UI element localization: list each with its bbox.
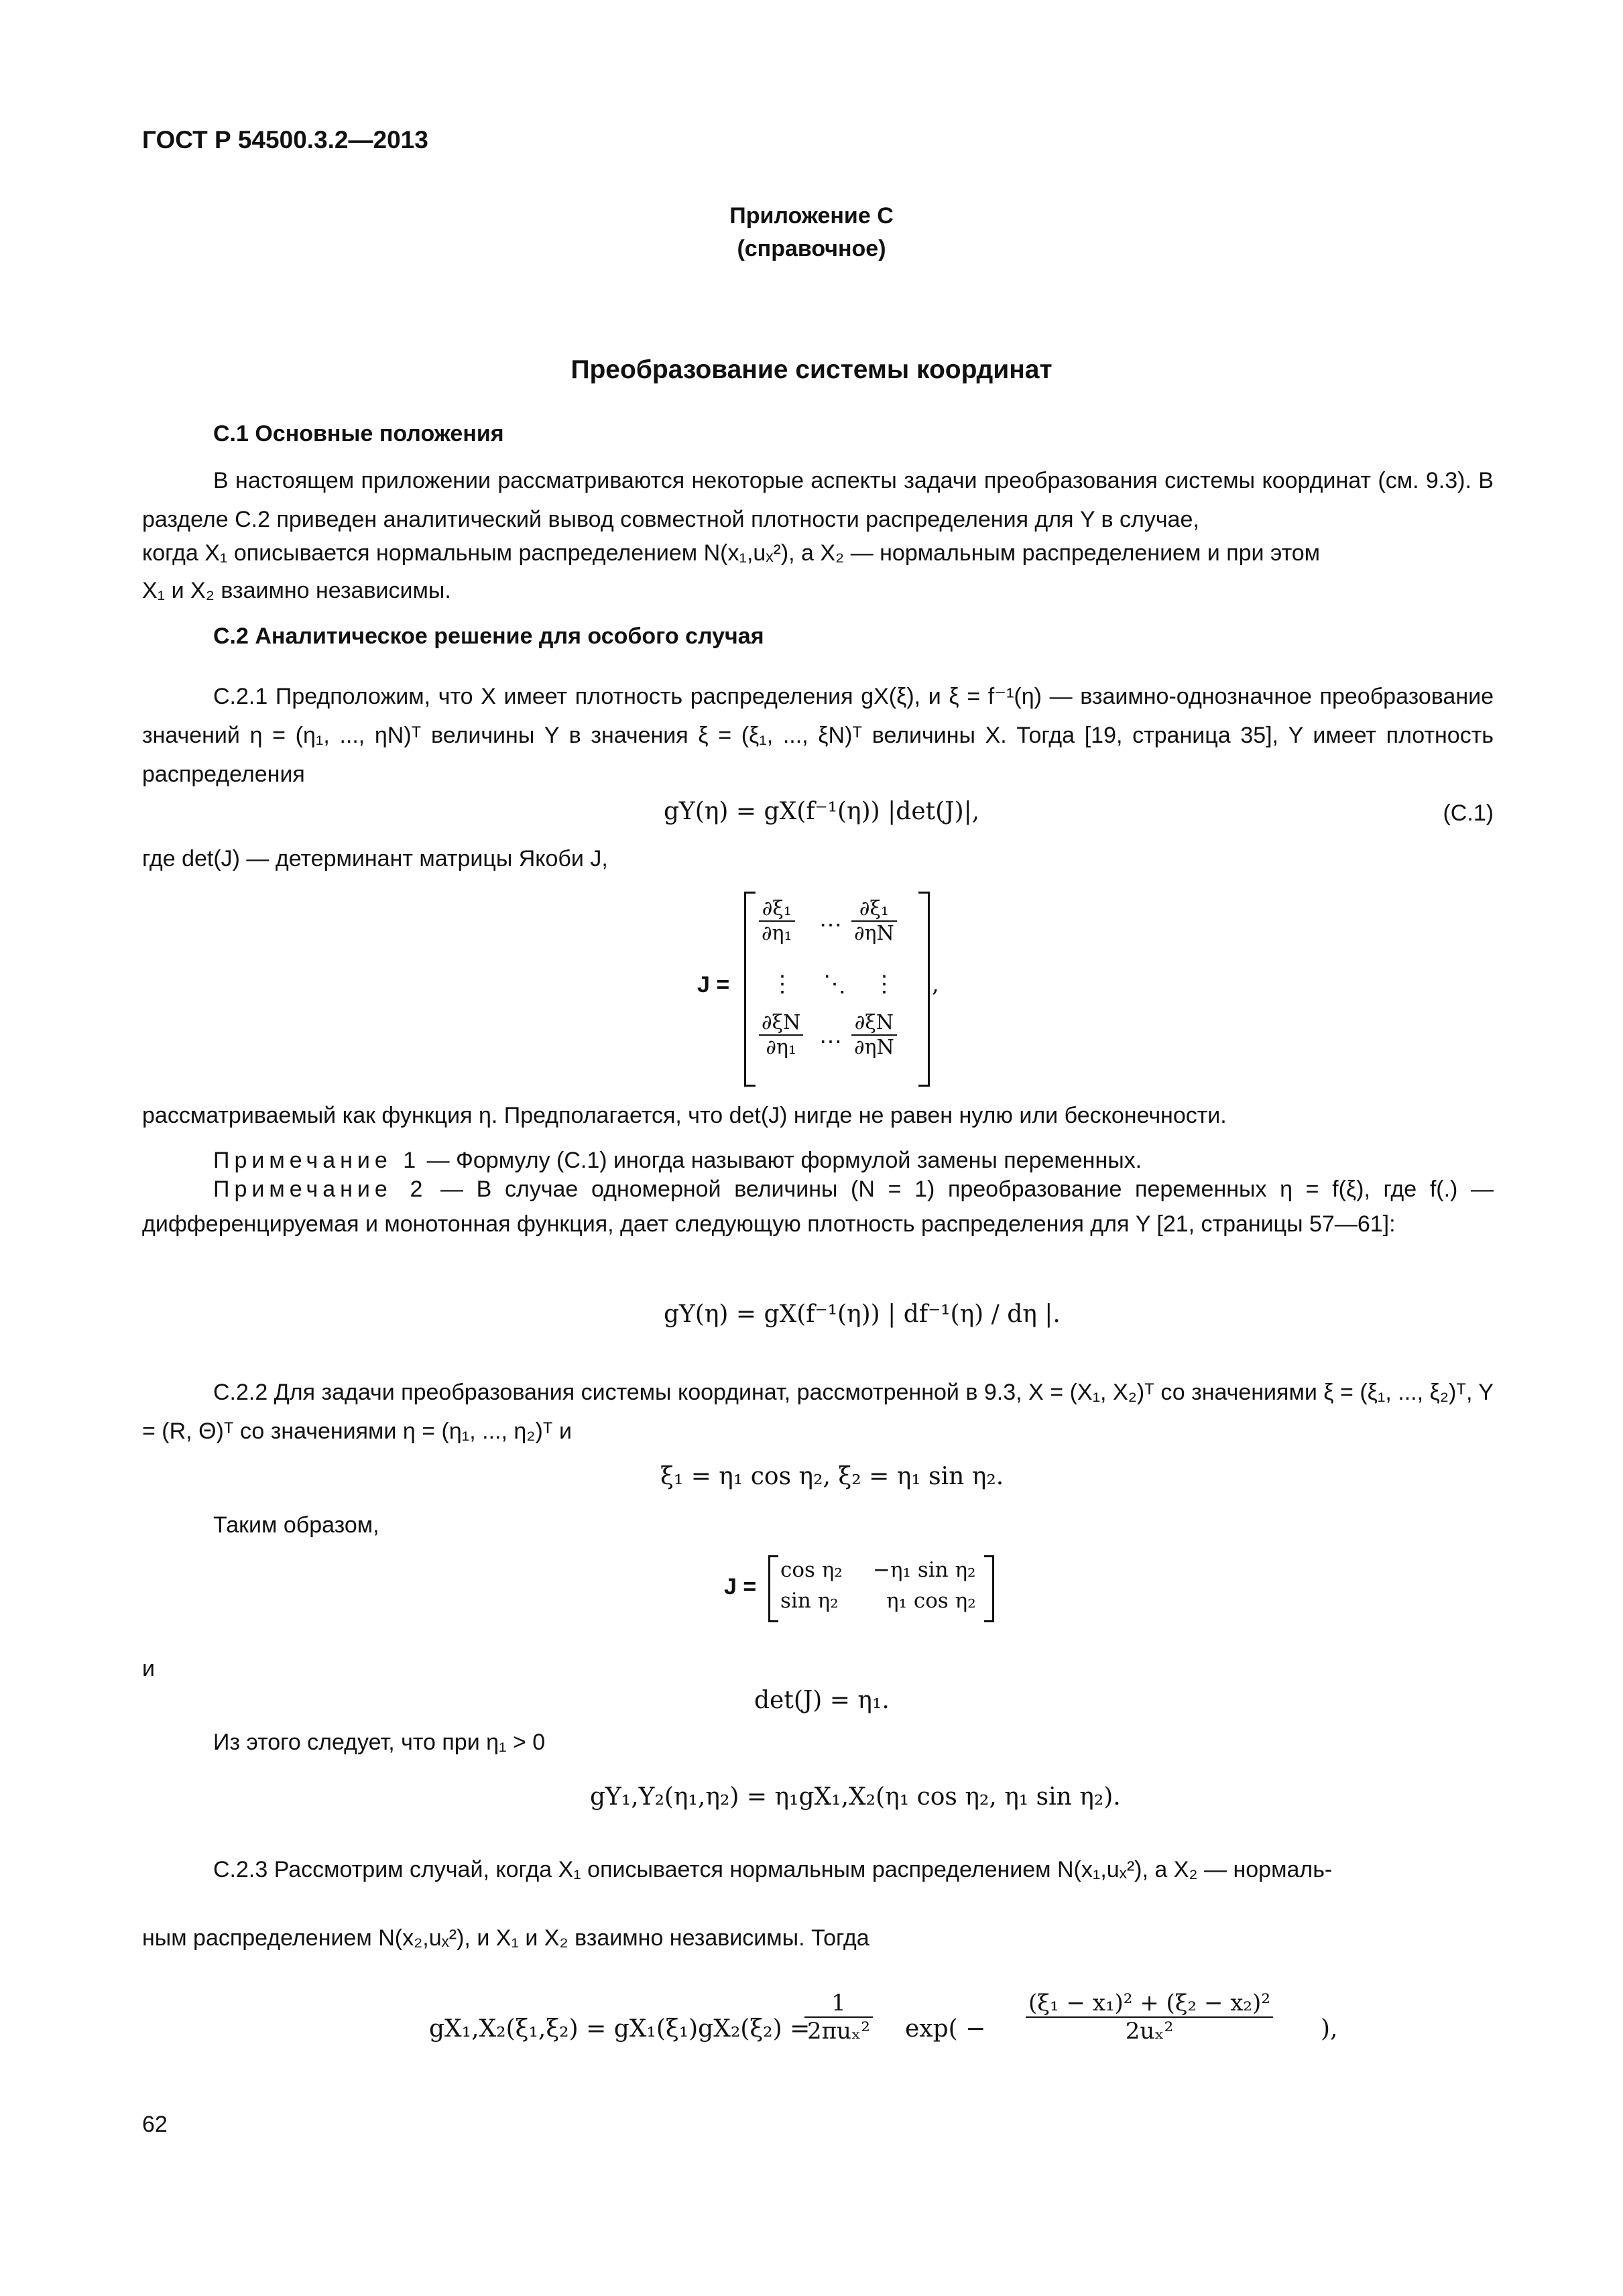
equation-g-y: gY₁,Y₂(η₁,η₂) = η₁gX₁,X₂(η₁ cos η₂, η₁ sin η₂). [590,1783,1121,1811]
jac-r1c1: cos η₂ [780,1558,843,1582]
c21-paragraph [142,677,1494,794]
eq-final-end: ), [1321,2015,1338,2043]
c1-text-b: когда X₁ описывается нормальным распределением N(x₁,uₓ²), а X₂ — нормальным распределением и при этом [142,540,1321,566]
annex-label: Приложение C [729,203,894,229]
jac-r1c2: −η₁ sin η₂ [873,1558,976,1582]
note-1-text: — Формулу (C.1) иногда называют формулой замены переменных. [420,1148,1142,1173]
equation-c1-number: (C.1) [1443,800,1494,826]
annex-kind: (справочное) [737,236,886,261]
c21-text: C.2.1 Предположим, что X имеет плотность распределения gX(ξ), и ξ = f⁻¹(η) — взаимно-однозначное преобразование значений η = (η₁, ..., ηN)ᵀ величины Y в значения ξ = (ξ₁, ..., ξN)ᵀ величины X. Тогда [19, страница 35], Y имеет плотность распределения [142,684,1494,787]
matrix2-left-bracket [768,1555,778,1622]
matrix-r1c2: ⋯ [819,912,842,939]
standard-code: ГОСТ Р 54500.3.2—2013 [142,126,428,154]
matrix-r1c3: $\frac{\text{∂ξ₁}}{\partial\eta N}$ [851,897,897,945]
matrix-r3c1: $\frac{\partial\xi N}{\text{∂η₁}}$ [759,1011,803,1059]
c1-text-a: В настоящем приложении рассматриваются некоторые аспекты задачи преобразования системы координат (см. 9.3). В разделе C.2 приведен аналитический вывод совместной плотности распределения для Y в случае, [142,468,1494,532]
after-matrix-text: рассматриваемый как функция η. Предполагается, что det(J) нигде не равен нулю или бесконечности. [142,1103,1227,1128]
c23-text-b: ным распределением N(x₂,uₓ²), и X₁ и X₂ взаимно независимы. Тогда [142,1925,869,1951]
matrix2-right-bracket [984,1555,994,1622]
jacobian-label: J = [697,972,730,998]
matrix-right-bracket [918,892,930,1087]
note-1 [213,1148,1142,1174]
matrix-r3c2: ⋯ [819,1028,842,1055]
eq-final-exp-fraction: $\frac{\text{(ξ₁ − x₁)² + (ξ₂ − x₂)²}}{\text{2uₓ²}}$ [1026,1990,1273,2045]
matrix-r2c2: ⋱ [823,971,846,998]
matrix-r3c3: $\frac{\partial\xi N}{\partial\eta N}$ [851,1011,897,1059]
jacobian-2x2 [724,1555,1006,1622]
c22-paragraph [142,1373,1494,1451]
c1-text-c: X₁ и X₂ взаимно независимы. [142,578,451,603]
note-2 [142,1172,1494,1242]
matrix-left-bracket [744,892,756,1087]
eq-final-left: gX₁,X₂(ξ₁,ξ₂) = gX₁(ξ₁)gX₂(ξ₂) = [429,2015,810,2043]
matrix-r2c1: ⋮ [771,971,794,998]
matrix-r2c3: ⋮ [873,971,896,998]
eq-final-fraction: 1 2πuₓ² [804,1990,873,2045]
jac-r2c2: η₁ cos η₂ [886,1589,976,1613]
matrix-trailing-comma: , [932,971,939,998]
equation-polar: ξ₁ = η₁ cos η₂, ξ₂ = η₁ sin η₂. [660,1463,1004,1490]
note-2-text: — В случае одномерной величины (N = 1) преобразование переменных η = f(ξ), где f(.) — дифференцируемая и монотонная функция, дает следующую плотность распределения для Y [21, страницы 57—61]: [142,1176,1494,1237]
thus-text: Таким образом, [213,1512,379,1538]
note-1-label: Примечание 1 [213,1148,421,1173]
and-text: и [142,1656,155,1681]
jac-r2c1: sin η₂ [780,1589,839,1613]
matrix-r1c1: $\frac{\text{∂ξ₁}}{\text{∂η₁}}$ [759,897,795,945]
annex-title: Преобразование системы координат [570,355,1053,384]
c23-text-a: C.2.3 Рассмотрим случай, когда X₁ описывается нормальным распределением N(x₁,uₓ²), а X₂ — нормаль- [213,1857,1333,1882]
where-text: где det(J) — детерминант матрицы Якоби J, [142,846,608,871]
equation-c1: gY(η) = gX(f⁻¹(η)) |det(J)|, [664,798,980,825]
c1-paragraph [142,461,1494,539]
eq-final-exp: exp( − [905,2015,986,2043]
section-c2-title: C.2 Аналитическое решение для особого случая [213,623,764,649]
page-number: 62 [142,2112,168,2137]
jacobian-2x2-label: J = [724,1574,757,1599]
jacobian-matrix [697,892,939,1086]
equation-note2: gY(η) = gX(f⁻¹(η)) | df⁻¹(η) / dη |. [664,1301,1061,1328]
section-c1-title: C.1 Основные положения [213,421,504,446]
equation-det: det(J) = η₁. [754,1687,890,1714]
note-2-label: Примечание 2 [213,1176,428,1202]
c22-text: C.2.2 Для задачи преобразования системы координат, рассмотренной в 9.3, X = (X₁, X₂)ᵀ со значениями ξ = (ξ₁, ..., ξ₂)ᵀ, Y = (R, Θ)ᵀ со значениями η = (η₁, ..., η₂)ᵀ и [142,1380,1494,1444]
follows-text: Из этого следует, что при η₁ > 0 [213,1730,546,1755]
